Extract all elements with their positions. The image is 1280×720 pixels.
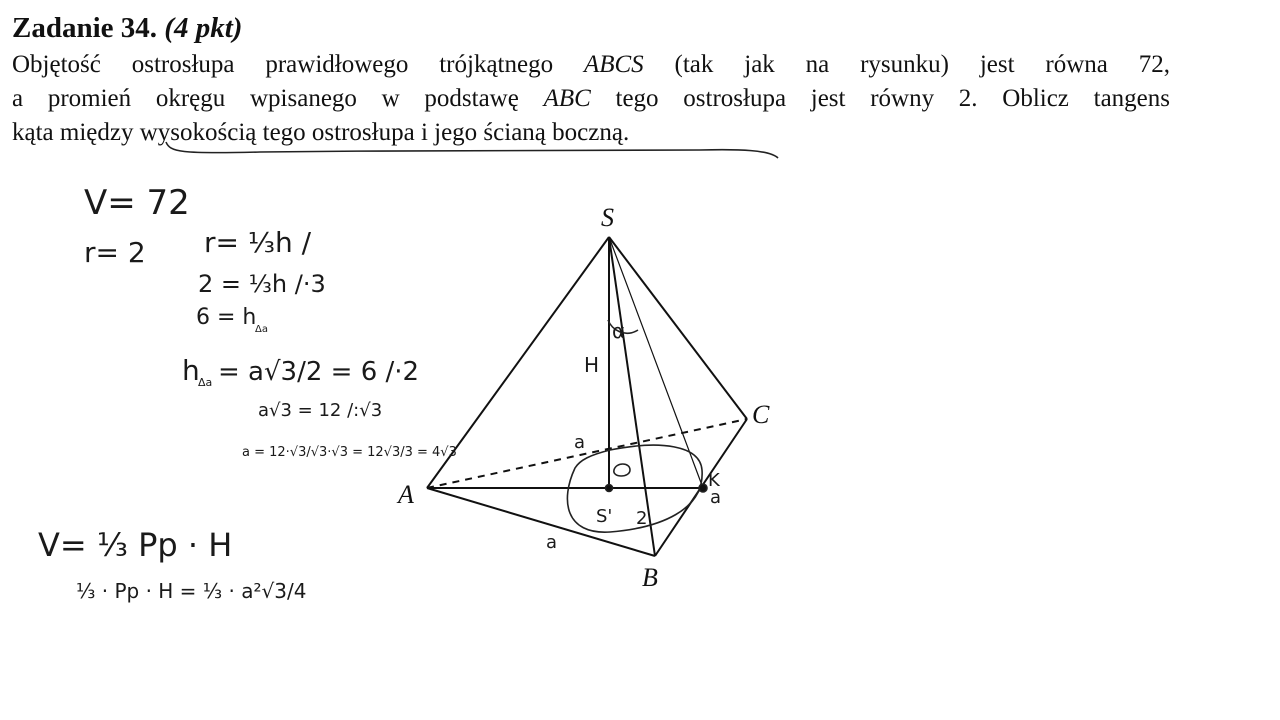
underline-mark [166, 142, 778, 158]
note-v-step: ⅓ · Pp · H = ⅓ · a²√3/4 [76, 579, 307, 603]
edge-SB [609, 237, 655, 556]
task-points: (4 pkt) [164, 12, 243, 44]
note-a-step1: a√3 = 12 /:√3 [258, 400, 383, 421]
note-r-step: 2 = ⅓h /·3 [198, 270, 326, 298]
problem-text-segment: tego ostrosłupa jest równy 2. Oblicz tangens [590, 85, 1170, 112]
note-h-eq-sub: Δa [198, 376, 213, 389]
note-volume: V= 72 [84, 183, 190, 223]
angle-label: α [612, 319, 626, 343]
vertex-C: C [752, 400, 770, 429]
problem-text-segment: kąta między [12, 119, 140, 146]
two-label: 2 [636, 508, 648, 529]
base-name: ABC [543, 85, 591, 112]
edge-AB [427, 488, 655, 556]
vertex-S: S [601, 203, 614, 232]
a-label-ab: a [546, 532, 558, 553]
right-angle-mark [614, 464, 630, 476]
height-label: H [584, 353, 600, 377]
k-label: K [708, 470, 720, 491]
vertex-B: B [642, 563, 658, 592]
note-a-step2: a = 12·√3/√3·√3 = 12√3/3 = 4√3 [242, 445, 457, 460]
problem-text-segment: a promień okręgu wpisanego w podstawę [12, 85, 544, 112]
center-dot [606, 485, 613, 492]
note-h-eq-rhs: = a√3/2 = 6 /·2 [218, 357, 420, 387]
pyramid-name: ABCS [583, 51, 644, 78]
problem-text-segment: Objętość ostrosłupa prawidłowego trójkątnego [12, 51, 584, 78]
apothem-line [609, 237, 703, 488]
note-h-sub: Δa [255, 324, 268, 335]
a-label-upper: a [574, 432, 586, 453]
problem-text-segment: wysokością tego ostrosłupa i jego ścianą boczną. [139, 119, 630, 146]
pyramid-figure [427, 237, 747, 556]
edge-SC [609, 237, 747, 419]
a-label-k: a [710, 487, 722, 508]
note-h-eq-lhs: h [182, 354, 200, 387]
foot-label: S' [596, 506, 613, 527]
note-h-result: 6 = h [196, 305, 257, 330]
note-r-formula: r= ⅓h / [204, 226, 312, 259]
note-radius: r= 2 [84, 236, 146, 269]
note-v-formula: V= ⅓ Pp · H [38, 526, 233, 564]
handwritten-notes [38, 183, 457, 603]
vertex-A: A [398, 480, 414, 509]
problem-text-segment: (tak jak na rysunku) jest równa 72, [643, 51, 1171, 78]
task-title: Zadanie 34. [12, 12, 158, 44]
k-dot [699, 484, 707, 492]
